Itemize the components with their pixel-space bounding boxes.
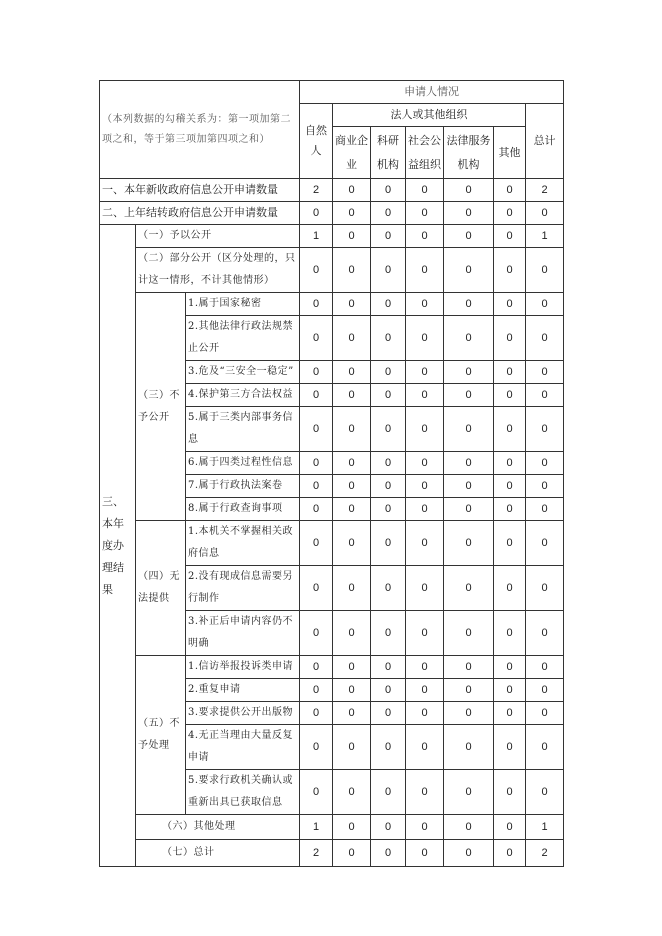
row-label: 6.属于四类过程性信息 xyxy=(186,452,300,475)
cell-value: 0 xyxy=(371,316,406,361)
cell-value: 0 xyxy=(300,361,333,384)
cell-value: 0 xyxy=(494,179,526,202)
natural-person-header: 自然人 xyxy=(300,104,333,179)
cell-value: 0 xyxy=(494,770,526,815)
cell-value: 0 xyxy=(333,293,371,316)
row-label: （六）其他处理 xyxy=(136,815,300,840)
cell-value: 0 xyxy=(406,316,444,361)
table-row xyxy=(100,815,564,840)
cell-value: 0 xyxy=(300,475,333,498)
cell-value: 0 xyxy=(526,498,564,521)
statistics-table xyxy=(99,80,564,867)
cell-value: 0 xyxy=(406,498,444,521)
cell-value: 0 xyxy=(371,566,406,611)
row-label: （二）部分公开（区分处理的，只计这一情形，不计其他情形） xyxy=(136,248,300,293)
cell-value: 2 xyxy=(300,179,333,202)
cell-value: 2 xyxy=(526,840,564,867)
cell-value: 0 xyxy=(494,248,526,293)
cell-value: 0 xyxy=(444,566,494,611)
cell-value: 0 xyxy=(333,498,371,521)
cell-value: 0 xyxy=(300,498,333,521)
cell-value: 0 xyxy=(300,202,333,225)
cell-value: 0 xyxy=(371,611,406,656)
row-label: 3.要求提供公开出版物 xyxy=(186,702,300,725)
row-label: 4.无正当理由大量反复申请 xyxy=(186,725,300,770)
cell-value: 0 xyxy=(371,407,406,452)
cell-value: 0 xyxy=(371,179,406,202)
cell-value: 0 xyxy=(494,293,526,316)
cell-value: 0 xyxy=(406,770,444,815)
cell-value: 0 xyxy=(444,202,494,225)
cell-value: 0 xyxy=(333,566,371,611)
cell-value: 0 xyxy=(371,225,406,248)
cell-value: 0 xyxy=(444,498,494,521)
cell-value: 0 xyxy=(526,770,564,815)
cell-value: 0 xyxy=(406,225,444,248)
cell-value: 0 xyxy=(406,611,444,656)
cell-value: 1 xyxy=(526,225,564,248)
row-group-label: （四）无法提供 xyxy=(136,521,186,656)
row-label: 1.属于国家秘密 xyxy=(186,293,300,316)
cell-value: 0 xyxy=(444,702,494,725)
cell-value: 0 xyxy=(333,521,371,566)
cell-value: 0 xyxy=(444,815,494,840)
cell-value: 0 xyxy=(300,702,333,725)
row-label: 1.本机关不掌握相关政府信息 xyxy=(186,521,300,566)
cell-value: 0 xyxy=(526,566,564,611)
cell-value: 0 xyxy=(333,225,371,248)
cell-value: 0 xyxy=(526,248,564,293)
result-group-label: 三、本年度办理结果 xyxy=(100,225,136,867)
table-row xyxy=(100,293,564,316)
row-label: 1.信访举报投诉类申请 xyxy=(186,656,300,679)
cell-value: 1 xyxy=(300,815,333,840)
cell-value: 0 xyxy=(333,475,371,498)
cell-value: 0 xyxy=(444,407,494,452)
cell-value: 0 xyxy=(333,316,371,361)
cell-value: 0 xyxy=(406,248,444,293)
cell-value: 0 xyxy=(371,679,406,702)
cell-value: 0 xyxy=(371,656,406,679)
row-label: 2.其他法律行政法规禁止公开 xyxy=(186,316,300,361)
cell-value: 0 xyxy=(526,679,564,702)
table-row xyxy=(100,248,564,293)
sub-header-research: 科研机构 xyxy=(371,127,406,179)
cell-value: 0 xyxy=(333,202,371,225)
row-group-label: （三）不予公开 xyxy=(136,293,186,521)
cell-value: 0 xyxy=(406,361,444,384)
cell-value: 0 xyxy=(406,384,444,407)
cell-value: 0 xyxy=(300,316,333,361)
cell-value: 0 xyxy=(494,361,526,384)
cell-value: 0 xyxy=(494,225,526,248)
cell-value: 0 xyxy=(333,179,371,202)
cell-value: 0 xyxy=(494,407,526,452)
cell-value: 0 xyxy=(406,840,444,867)
cell-value: 0 xyxy=(444,452,494,475)
cell-value: 0 xyxy=(526,293,564,316)
cell-value: 0 xyxy=(494,521,526,566)
row-label: 3.危及“三安全一稳定” xyxy=(186,361,300,384)
cell-value: 0 xyxy=(444,293,494,316)
table-row xyxy=(100,521,564,566)
row-label: 7.属于行政执法案卷 xyxy=(186,475,300,498)
cell-value: 0 xyxy=(300,521,333,566)
cell-value: 0 xyxy=(526,611,564,656)
cell-value: 0 xyxy=(300,656,333,679)
cell-value: 0 xyxy=(494,475,526,498)
cell-value: 0 xyxy=(526,521,564,566)
cell-value: 0 xyxy=(371,293,406,316)
cell-value: 0 xyxy=(494,384,526,407)
cell-value: 0 xyxy=(406,293,444,316)
sub-header-other: 其他 xyxy=(494,127,526,179)
cell-value: 0 xyxy=(371,770,406,815)
cell-value: 0 xyxy=(494,498,526,521)
cell-value: 0 xyxy=(444,725,494,770)
cell-value: 0 xyxy=(444,521,494,566)
cell-value: 0 xyxy=(406,566,444,611)
cell-value: 2 xyxy=(300,840,333,867)
cell-value: 0 xyxy=(526,316,564,361)
cell-value: 0 xyxy=(300,248,333,293)
cell-value: 0 xyxy=(371,248,406,293)
cell-value: 0 xyxy=(371,475,406,498)
cell-value: 0 xyxy=(494,725,526,770)
total-header: 总计 xyxy=(526,104,564,179)
cell-value: 0 xyxy=(371,521,406,566)
row-label: 3.补正后申请内容仍不明确 xyxy=(186,611,300,656)
cell-value: 0 xyxy=(526,202,564,225)
cell-value: 0 xyxy=(333,407,371,452)
cell-value: 0 xyxy=(494,815,526,840)
cell-value: 0 xyxy=(526,475,564,498)
cell-value: 1 xyxy=(526,815,564,840)
cell-value: 0 xyxy=(494,611,526,656)
cell-value: 0 xyxy=(371,361,406,384)
cell-value: 0 xyxy=(300,679,333,702)
cell-value: 0 xyxy=(333,361,371,384)
cell-value: 0 xyxy=(371,384,406,407)
cell-value: 0 xyxy=(371,815,406,840)
table-row xyxy=(100,225,564,248)
cell-value: 0 xyxy=(444,316,494,361)
cell-value: 0 xyxy=(444,384,494,407)
cell-value: 0 xyxy=(300,770,333,815)
cell-value: 0 xyxy=(333,815,371,840)
cell-value: 0 xyxy=(444,611,494,656)
row-label: 5.要求行政机关确认或重新出具已获取信息 xyxy=(186,770,300,815)
cell-value: 1 xyxy=(300,225,333,248)
sub-header-commercial: 商业企业 xyxy=(333,127,371,179)
cell-value: 0 xyxy=(444,179,494,202)
cell-value: 0 xyxy=(371,202,406,225)
cell-value: 0 xyxy=(526,407,564,452)
row-label: 2.重复申请 xyxy=(186,679,300,702)
cell-value: 0 xyxy=(333,248,371,293)
cell-value: 0 xyxy=(333,679,371,702)
applicant-header: 申请人情况 xyxy=(300,81,564,104)
row-label: （一）予以公开 xyxy=(136,225,300,248)
cell-value: 0 xyxy=(444,248,494,293)
cell-value: 0 xyxy=(300,611,333,656)
cell-value: 0 xyxy=(494,202,526,225)
cell-value: 0 xyxy=(333,384,371,407)
cell-value: 0 xyxy=(300,725,333,770)
cell-value: 0 xyxy=(494,702,526,725)
sub-header-public-welfare: 社会公益组织 xyxy=(406,127,444,179)
cell-value: 0 xyxy=(444,840,494,867)
corner-note: （本列数据的勾稽关系为：第一项加第二项之和，等于第三项加第四项之和） xyxy=(100,81,300,179)
cell-value: 0 xyxy=(494,452,526,475)
cell-value: 0 xyxy=(406,521,444,566)
cell-value: 0 xyxy=(371,702,406,725)
cell-value: 0 xyxy=(494,679,526,702)
row-label: 二、上年结转政府信息公开申请数量 xyxy=(100,202,300,225)
cell-value: 0 xyxy=(406,815,444,840)
row-label: 5.属于三类内部事务信息 xyxy=(186,407,300,452)
cell-value: 0 xyxy=(494,656,526,679)
row-label: 2.没有现成信息需要另行制作 xyxy=(186,566,300,611)
cell-value: 0 xyxy=(406,407,444,452)
cell-value: 0 xyxy=(406,725,444,770)
cell-value: 0 xyxy=(333,452,371,475)
legal-group-header: 法人或其他组织 xyxy=(333,104,526,127)
cell-value: 0 xyxy=(444,475,494,498)
cell-value: 0 xyxy=(300,384,333,407)
cell-value: 0 xyxy=(371,498,406,521)
sub-header-legal-service: 法律服务机构 xyxy=(444,127,494,179)
row-label: 一、本年新收政府信息公开申请数量 xyxy=(100,179,300,202)
cell-value: 0 xyxy=(526,656,564,679)
cell-value: 0 xyxy=(300,407,333,452)
cell-value: 0 xyxy=(371,725,406,770)
cell-value: 0 xyxy=(406,452,444,475)
row-label: （七）总计 xyxy=(136,840,300,867)
cell-value: 0 xyxy=(494,316,526,361)
cell-value: 0 xyxy=(444,361,494,384)
cell-value: 0 xyxy=(406,202,444,225)
row-group-label: （五）不予处理 xyxy=(136,656,186,815)
cell-value: 0 xyxy=(526,452,564,475)
cell-value: 0 xyxy=(333,770,371,815)
cell-value: 0 xyxy=(406,475,444,498)
table-row xyxy=(100,179,564,202)
cell-value: 0 xyxy=(444,679,494,702)
cell-value: 0 xyxy=(494,566,526,611)
cell-value: 0 xyxy=(406,702,444,725)
cell-value: 0 xyxy=(494,840,526,867)
cell-value: 0 xyxy=(526,702,564,725)
cell-value: 0 xyxy=(526,361,564,384)
cell-value: 0 xyxy=(444,770,494,815)
cell-value: 0 xyxy=(371,452,406,475)
table-row xyxy=(100,840,564,867)
cell-value: 0 xyxy=(371,840,406,867)
cell-value: 0 xyxy=(444,656,494,679)
cell-value: 0 xyxy=(444,225,494,248)
cell-value: 0 xyxy=(406,656,444,679)
cell-value: 0 xyxy=(300,293,333,316)
cell-value: 0 xyxy=(406,179,444,202)
cell-value: 2 xyxy=(526,179,564,202)
cell-value: 0 xyxy=(526,725,564,770)
cell-value: 0 xyxy=(333,611,371,656)
row-label: 8.属于行政查询事项 xyxy=(186,498,300,521)
cell-value: 0 xyxy=(406,679,444,702)
cell-value: 0 xyxy=(333,656,371,679)
row-label: 4.保护第三方合法权益 xyxy=(186,384,300,407)
cell-value: 0 xyxy=(526,384,564,407)
cell-value: 0 xyxy=(333,725,371,770)
table-row xyxy=(100,202,564,225)
cell-value: 0 xyxy=(300,566,333,611)
cell-value: 0 xyxy=(300,452,333,475)
header-row-1 xyxy=(100,81,564,104)
cell-value: 0 xyxy=(333,840,371,867)
table-row xyxy=(100,656,564,679)
cell-value: 0 xyxy=(333,702,371,725)
